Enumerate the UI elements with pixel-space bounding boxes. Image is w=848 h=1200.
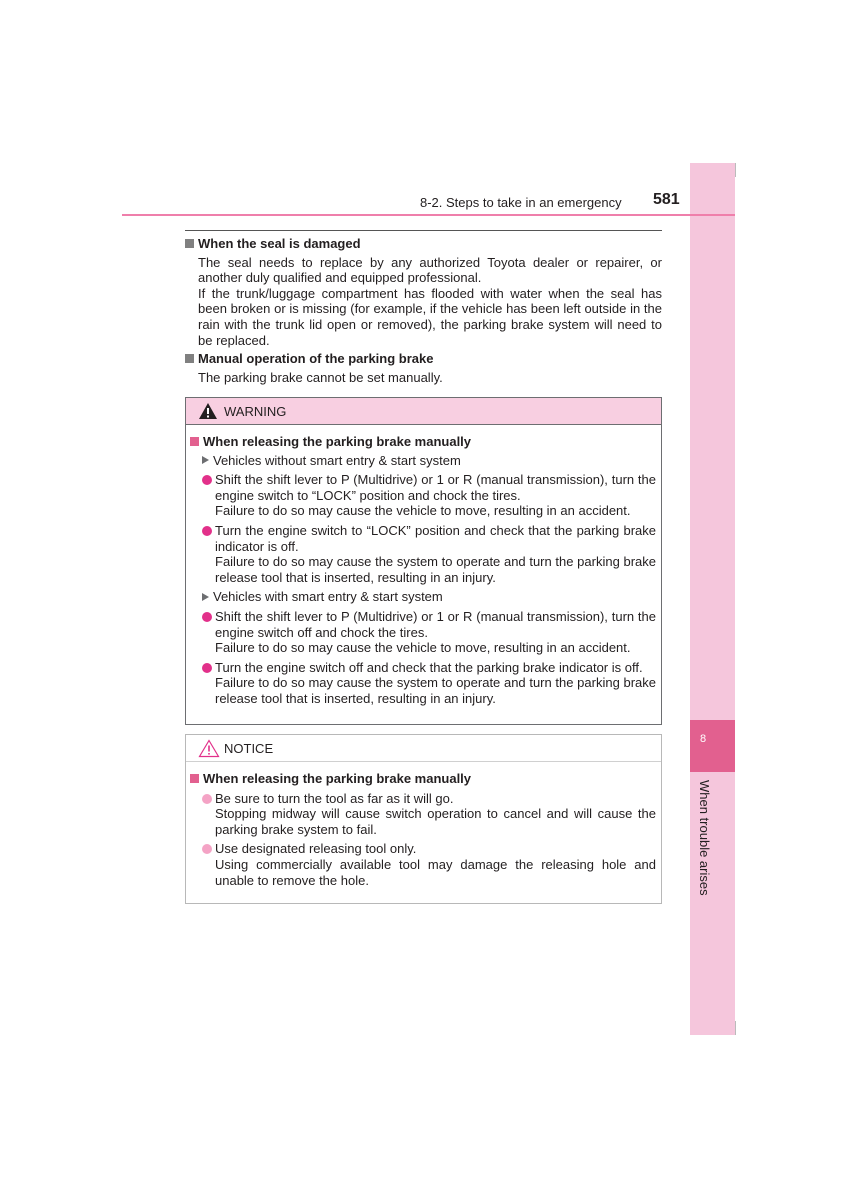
- warning-item: [202, 609, 656, 656]
- warning-group-2: [202, 589, 656, 605]
- page-number: 581: [653, 191, 680, 208]
- warning-item: [202, 660, 656, 707]
- warning-item-text: Shift the shift lever to P (Multidrive) or 1 or R (manual transmission), turn the engine switch to “LOCK” position and chock the tires. Failure to do so may cause the vehicle to move, resulting in an accident.: [215, 472, 656, 519]
- notice-box: [185, 734, 662, 904]
- square-bullet-icon: [185, 354, 194, 363]
- warning-header: [186, 398, 661, 425]
- warning-item-text: Turn the engine switch to “LOCK” position and check that the parking brake indicator is off. Failure to do so may cause the system to operate and turn the parking brake release tool that is inserted, resulting in an injury.: [215, 522, 656, 585]
- warning-triangle-icon: [198, 402, 218, 420]
- warning-label: WARNING: [224, 403, 287, 419]
- notice-triangle-icon: [198, 739, 220, 758]
- manual-heading: [185, 351, 662, 367]
- warning-group-2-title: Vehicles with smart entry & start system: [213, 589, 443, 605]
- notice-heading: [190, 771, 656, 787]
- chapter-sidebar: [690, 163, 735, 1035]
- chapter-tab-active[interactable]: [690, 720, 735, 772]
- warning-heading-text: When releasing the parking brake manually: [203, 434, 472, 449]
- notice-item: [202, 841, 656, 888]
- section-title: 8-2. Steps to take in an emergency: [420, 195, 622, 210]
- square-bullet-icon: [185, 239, 194, 248]
- square-bullet-icon: [190, 774, 199, 783]
- warning-heading: [190, 434, 656, 450]
- notice-label: NOTICE: [224, 740, 274, 756]
- circle-bullet-icon: [202, 526, 212, 536]
- triangle-right-icon: [202, 593, 209, 601]
- seal-paragraph-1: The seal needs to replace by any authorized Toyota dealer or repairer, or another duly qualified and equipped professional.: [198, 254, 662, 286]
- circle-bullet-icon: [202, 794, 212, 804]
- warning-item: [202, 472, 656, 519]
- manual-heading-text: Manual operation of the parking brake: [198, 351, 434, 367]
- notice-header: [186, 735, 661, 762]
- notice-item-text: Be sure to turn the tool as far as it will go. Stopping midway will cause switch operation to cancel and will cause the parking brake system to fail.: [215, 790, 656, 837]
- chapter-title: When trouble arises: [697, 780, 712, 896]
- warning-body: [186, 425, 661, 707]
- square-bullet-icon: [190, 437, 199, 446]
- manual-paragraph: The parking brake cannot be set manually.: [198, 369, 443, 385]
- notice-item-text: Use designated releasing tool only. Using commercially available tool may damage the releasing hole and unable to remove the hole.: [215, 841, 656, 888]
- seal-section: [185, 236, 662, 385]
- notice-body: [186, 762, 661, 888]
- crop-mark: [735, 1021, 736, 1035]
- warning-box: [185, 397, 662, 725]
- seal-heading-text: When the seal is damaged: [198, 236, 361, 251]
- header-rule: [122, 214, 735, 216]
- triangle-right-icon: [202, 456, 209, 464]
- warning-group-1: [202, 453, 656, 469]
- crop-mark: [735, 163, 736, 177]
- chapter-number: 8: [699, 733, 707, 745]
- warning-item-text: Turn the engine switch off and check that the parking brake indicator is off. Failure to do so may cause the system to operate and turn the parking brake release tool that is inserted, resulting in an injury.: [215, 659, 656, 706]
- circle-bullet-icon: [202, 844, 212, 854]
- circle-bullet-icon: [202, 475, 212, 485]
- circle-bullet-icon: [202, 663, 212, 673]
- warning-item-text: Shift the shift lever to P (Multidrive) or 1 or R (manual transmission), turn the engine switch off and chock the tires. Failure to do so may cause the vehicle to move, resulting in an accident.: [215, 608, 656, 656]
- seal-heading: [185, 236, 662, 252]
- circle-bullet-icon: [202, 612, 212, 622]
- notice-heading-text: When releasing the parking brake manually: [203, 771, 472, 786]
- notice-item: [202, 791, 656, 838]
- warning-item: [202, 523, 656, 585]
- content-rule: [185, 230, 662, 231]
- seal-paragraph-2: If the trunk/luggage compartment has flooded with water when the seal has been broken or is missing (for example, if the vehicle has been left outside in the rain with the trunk lid open or removed), the parking brake system will need to be replaced.: [198, 285, 662, 348]
- warning-group-1-title: Vehicles without smart entry & start system: [213, 452, 461, 468]
